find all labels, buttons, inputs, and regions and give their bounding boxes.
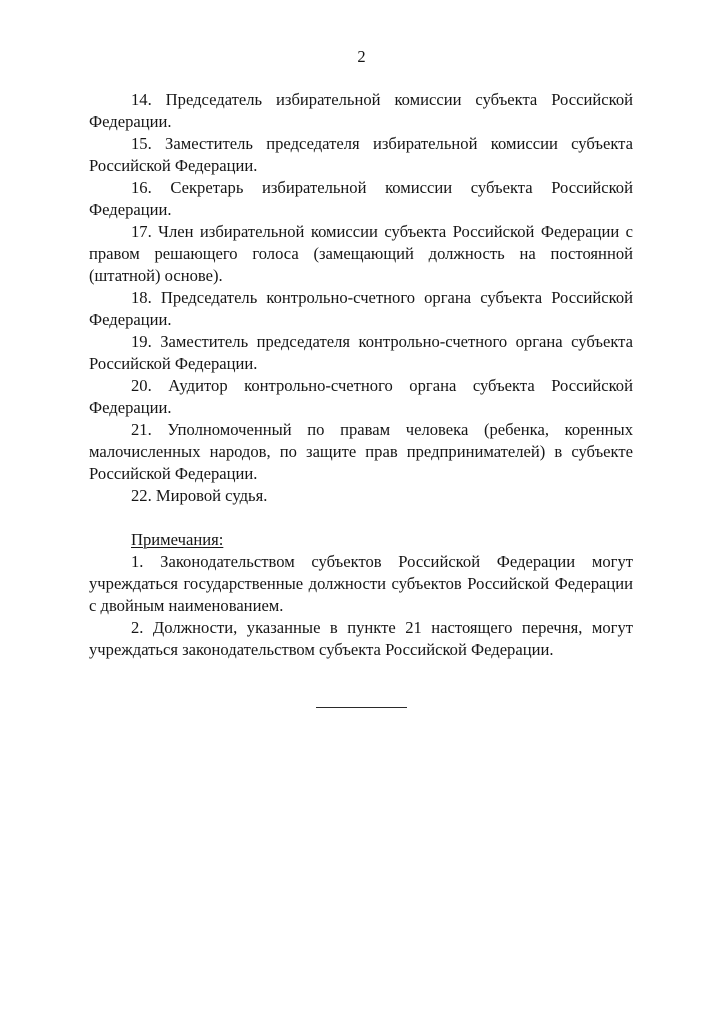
note-item-1: 1. Законодательством субъектов Российской Федерации могут учреждаться государственные должности субъектов Российской Федерации с двойным наименованием. xyxy=(89,552,633,615)
list-item-21: 21. Уполномоченный по правам человека (ребенка, коренных малочисленных народов, по защите прав предпринимателей) в субъекте Российской Федерации. xyxy=(89,420,633,483)
list-item-19: 19. Заместитель председателя контрольно-счетного органа субъекта Российской Федерации. xyxy=(89,332,633,373)
list-item-16: 16. Секретарь избирательной комиссии субъекта Российской Федерации. xyxy=(89,178,633,219)
list-item-20: 20. Аудитор контрольно-счетного органа субъекта Российской Федерации. xyxy=(89,376,633,417)
list-item-14: 14. Председатель избирательной комиссии субъекта Российской Федерации. xyxy=(89,90,633,131)
page-number: 2 xyxy=(357,47,366,66)
list-item-18: 18. Председатель контрольно-счетного органа субъекта Российской Федерации. xyxy=(89,288,633,329)
end-divider-line xyxy=(316,707,407,708)
list-item-17: 17. Член избирательной комиссии субъекта Российской Федерации с правом решающего голоса (замещающий должность на постоянной (штатной) основе). xyxy=(89,222,633,285)
document-body xyxy=(89,89,633,661)
notes-heading xyxy=(89,529,633,551)
note-item-2: 2. Должности, указанные в пункте 21 настоящего перечня, могут учреждаться законодательством субъекта Российской Федерации. xyxy=(89,618,633,659)
list-item-15: 15. Заместитель председателя избирательной комиссии субъекта Российской Федерации. xyxy=(89,134,633,175)
list-item-22: 22. Мировой судья. xyxy=(131,486,268,505)
notes-heading-text: Примечания: xyxy=(131,530,224,549)
